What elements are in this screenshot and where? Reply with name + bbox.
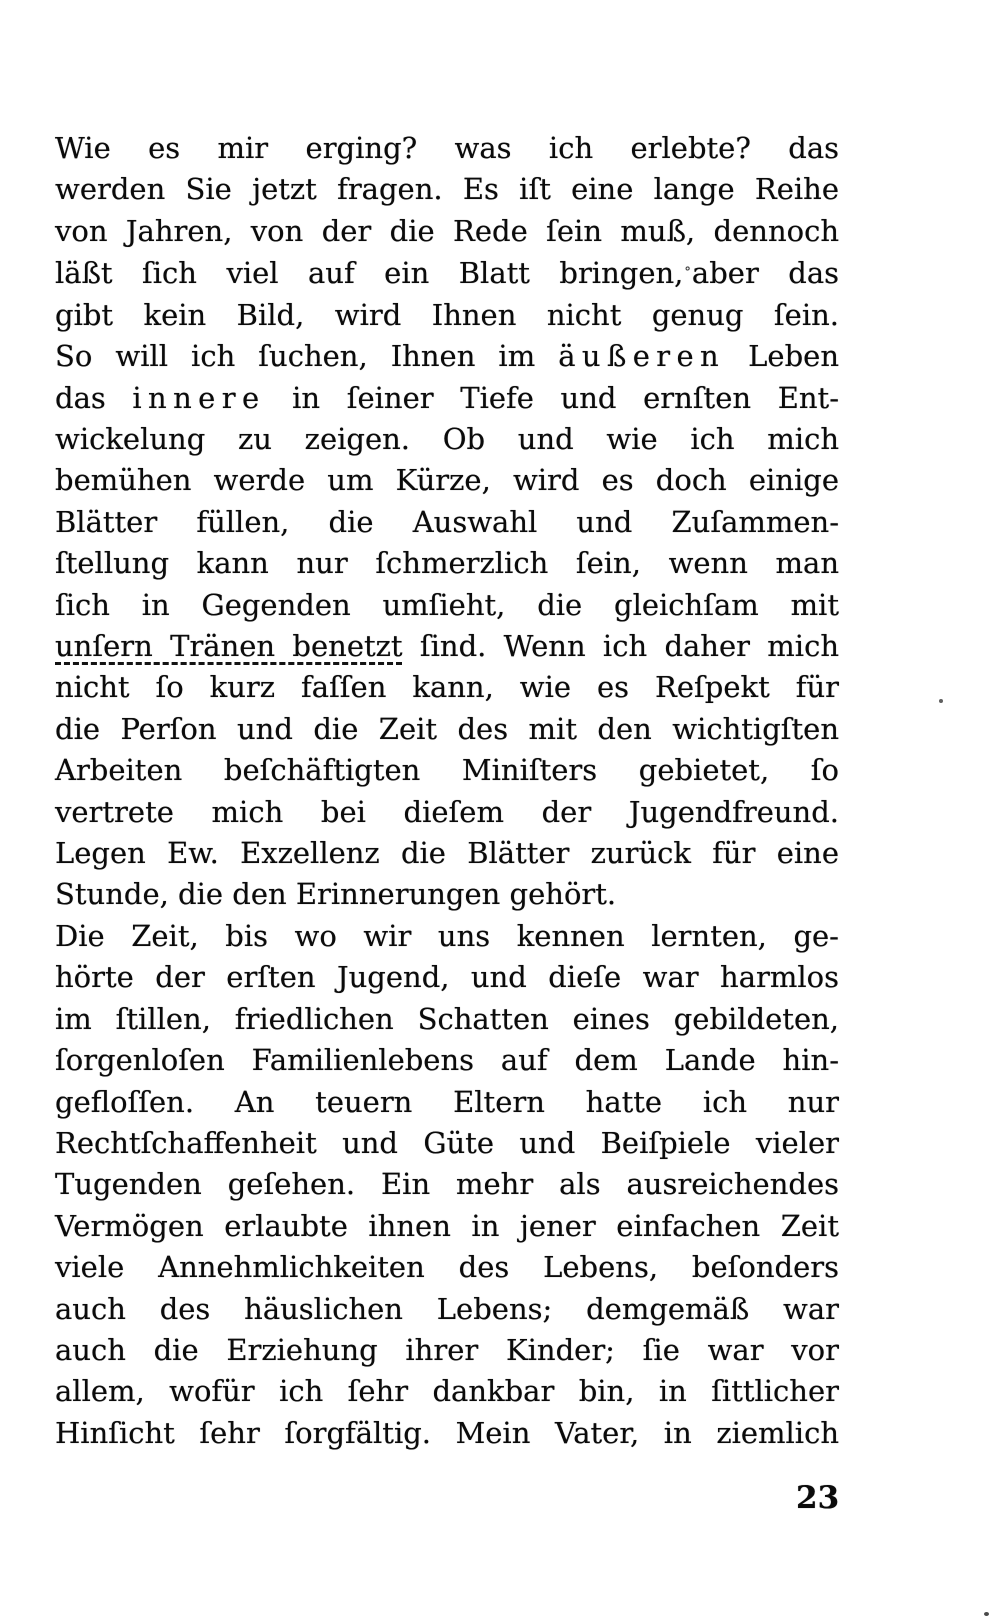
text-segment: So will ich ſuchen, Ihnen im: [55, 339, 559, 374]
text-line: Arbeiten beſchäftigten Miniſters gebietet, ſo: [55, 753, 839, 788]
text-segment: das: [55, 380, 133, 415]
text-line: von Jahren, von der die Rede ſein muß, dennoch: [55, 213, 839, 248]
text-line: hörte der erſten Jugend, und dieſe war harmlos: [55, 960, 839, 995]
worn-print-segment: unſern Tränen benetzt: [55, 629, 403, 664]
scan-speck: [984, 1612, 989, 1616]
text-line: Blätter füllen, die Auswahl und Zuſammen-: [55, 504, 839, 539]
text-segment: ſind. Wenn ich daher mich: [402, 629, 839, 664]
text-line: vertrete mich bei dieſem der Jugendfreund.: [55, 794, 839, 829]
text-segment: läßt ſich viel auf ein Blatt bringen,: [55, 256, 684, 291]
text-line: [55, 626, 839, 667]
page-number: 23: [796, 1480, 840, 1516]
text-line: ſtellung kann nur ſchmerzlich ſein, wenn man: [55, 546, 839, 581]
text-segment: aber das: [691, 256, 839, 291]
body-text: [55, 128, 839, 1454]
text-segment: in ſeiner Tiefe und ernſten Ent-: [265, 380, 839, 415]
text-line: gefloſſen. An teuern Eltern hatte ich nur: [55, 1084, 839, 1119]
text-line: auch des häuslichen Lebens; demgemäß war: [55, 1291, 839, 1326]
text-line: ſich in Gegenden umſieht, die gleichſam mit: [55, 587, 839, 622]
text-line: Hinſicht ſehr ſorgfältig. Mein Vater, in ziemlich: [55, 1415, 839, 1450]
text-line: die Perſon und die Zeit des mit den wichtigſten: [55, 711, 839, 746]
text-line: bemühen werde um Kürze, wird es doch einige: [55, 463, 839, 498]
text-line: [55, 378, 839, 419]
text-line: Wie es mir erging? was ich erlebte? das: [55, 131, 839, 165]
text-line: allem, wofür ich ſehr dankbar bin, in ſittlicher: [55, 1374, 839, 1409]
text-line: wickelung zu zeigen. Ob und wie ich mich: [55, 422, 839, 457]
text-line: Die Zeit, bis wo wir uns kennen lernten, ge-: [55, 918, 839, 953]
print-artifact: °: [684, 265, 691, 281]
emphasized-word: innere: [132, 380, 266, 415]
text-line: Tugenden geſehen. Ein mehr als ausreichendes: [55, 1167, 839, 1202]
text-line: gibt kein Bild, wird Ihnen nicht genug ſein.: [55, 297, 839, 332]
text-line: [55, 252, 839, 295]
scan-speck: [939, 699, 943, 703]
text-line: auch die Erziehung ihrer Kinder; ſie war vor: [55, 1332, 839, 1367]
text-line: werden Sie jetzt fragen. Es iſt eine lange Reihe: [55, 172, 839, 207]
text-line: ſorgenloſen Familienlebens auf dem Lande hin-: [55, 1043, 839, 1078]
text-line: Rechtſchaffenheit und Güte und Beiſpiele vieler: [55, 1125, 839, 1160]
text-line: viele Annehmlichkeiten des Lebens, beſonders: [55, 1250, 839, 1285]
text-segment: Leben: [725, 339, 839, 374]
text-line: Stunde, die den Erinnerungen gehört.: [55, 877, 617, 912]
text-line: Legen Ew. Exzellenz die Blätter zurück für eine: [55, 836, 839, 871]
text-line: nicht ſo kurz faſſen kann, wie es Reſpekt für: [55, 670, 839, 705]
text-line: im ſtillen, friedlichen Schatten eines gebildeten,: [55, 1001, 839, 1036]
emphasized-word: äußeren: [558, 339, 726, 374]
text-line: [55, 336, 839, 377]
text-line: Vermögen erlaubte ihnen in jener einfachen Zeit: [55, 1208, 839, 1243]
